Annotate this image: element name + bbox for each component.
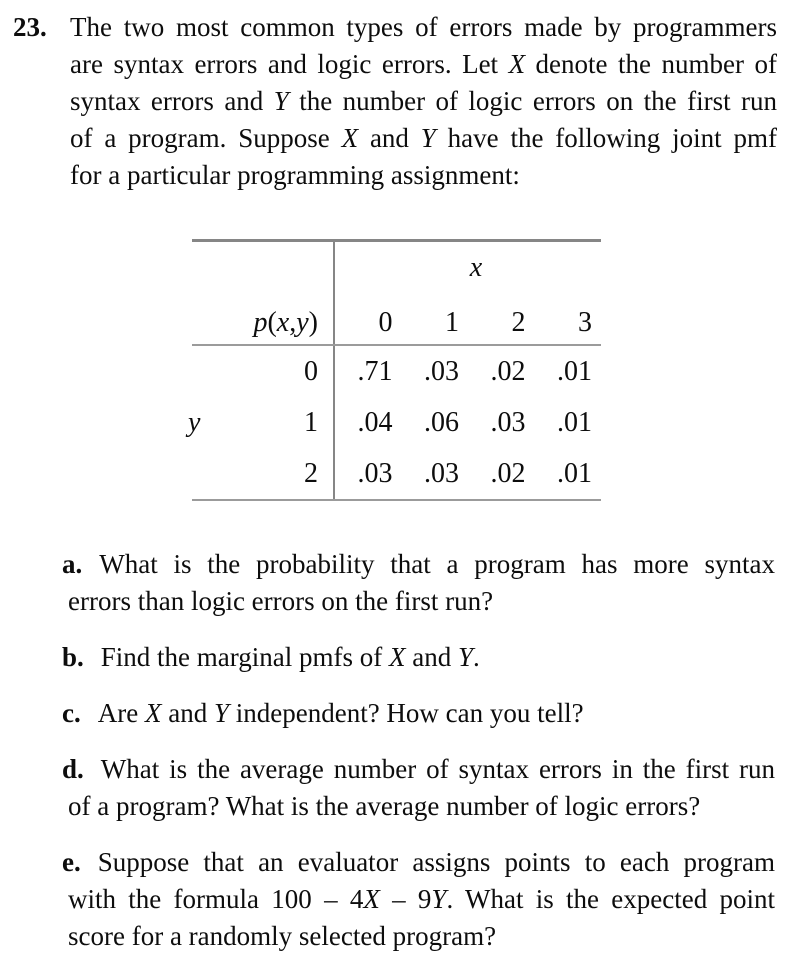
- statement-line: are syntax errors and logic errors. Let X denote the number of: [70, 49, 777, 79]
- part-text: of a program? What is the average number of logic errors?: [68, 791, 701, 821]
- part-text: errors than logic errors on the first run?: [68, 586, 494, 616]
- y-value-label: 2: [304, 458, 318, 489]
- x-value-header: 1: [445, 307, 459, 338]
- part-e: [62, 844, 775, 955]
- table-row: [192, 397, 601, 448]
- header-spacer: [192, 242, 333, 290]
- part-label: b.: [62, 642, 84, 672]
- pmf-cell: .02: [490, 356, 526, 387]
- part-text: Are X and Y independent? How can you tell?: [97, 698, 584, 728]
- statement-line: for a particular programming assignment:: [70, 160, 520, 190]
- pmf-cell: .71: [357, 356, 393, 387]
- y-axis-label: y: [188, 407, 201, 438]
- part-label: c.: [62, 698, 81, 728]
- x-value-header: 3: [578, 307, 592, 338]
- part-b: [62, 639, 775, 676]
- pmf-cell: .03: [424, 356, 459, 387]
- table-row: [192, 346, 601, 397]
- statement-line: The two most common types of errors made by programmers: [70, 12, 777, 42]
- table-header: [192, 242, 601, 346]
- y-value-label: 1: [304, 407, 318, 438]
- pmf-cell: .04: [357, 407, 393, 438]
- part-text: Find the marginal pmfs of X and Y.: [100, 642, 480, 672]
- part-d: [62, 751, 775, 825]
- part-text: score for a randomly selected program?: [68, 921, 497, 951]
- part-label: d.: [62, 754, 84, 784]
- problem-number: 23.: [13, 12, 47, 42]
- pmf-cell: .03: [424, 458, 459, 489]
- x-value-header: 0: [378, 307, 393, 338]
- part-text: What is the probability that a program has more syntax: [99, 549, 775, 579]
- part-text: with the formula 100 – 4X – 9Y. What is the expected point: [68, 884, 775, 914]
- pmf-cell: .03: [357, 458, 393, 489]
- x-axis-label: x: [469, 252, 483, 283]
- part-label: a.: [62, 549, 83, 579]
- joint-pmf-table: [188, 239, 601, 501]
- part-text: What is the average number of syntax errors in the first run: [100, 754, 775, 784]
- part-label: e.: [62, 847, 81, 877]
- pmf-cell: .01: [557, 407, 592, 438]
- statement-line: syntax errors and Y the number of logic errors on the first run: [70, 86, 777, 116]
- pmf-cell: .01: [557, 458, 592, 489]
- statement-line: of a program. Suppose X and Y have the following joint pmf: [70, 123, 777, 153]
- table-body: [188, 346, 601, 499]
- part-c: [62, 695, 775, 732]
- pmf-cell: .01: [557, 356, 592, 387]
- pmf-corner-label: p ( x , y ): [253, 307, 318, 338]
- pmf-cell: .06: [424, 407, 459, 438]
- pmf-cell: .03: [490, 407, 526, 438]
- x-value-header: 2: [511, 307, 526, 338]
- part-a: [62, 546, 775, 620]
- problem-statement: [13, 9, 777, 194]
- y-value-label: 0: [304, 356, 318, 387]
- part-text: Suppose that an evaluator assigns points to each program: [97, 847, 775, 877]
- table-row: [192, 448, 601, 499]
- pmf-cell: .02: [490, 458, 526, 489]
